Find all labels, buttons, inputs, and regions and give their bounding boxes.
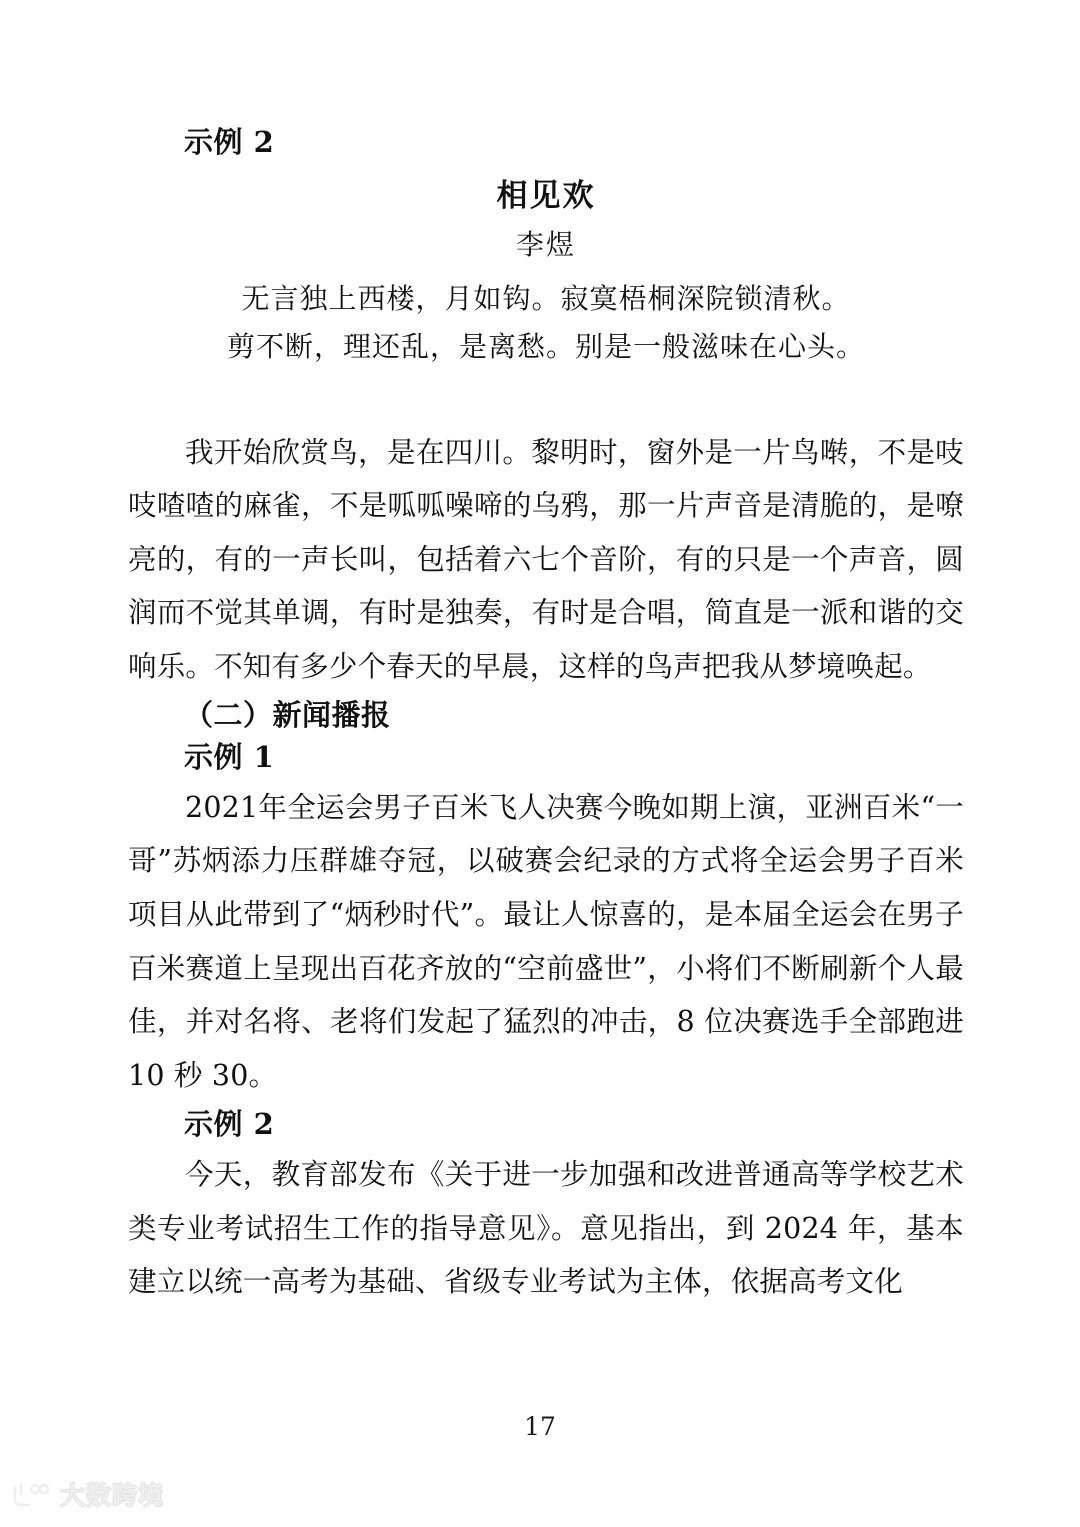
brand-logo-icon: [10, 1480, 52, 1510]
poem-line-2: 剪不断，理还乱，是离愁。别是一般滋味在心头。: [226, 330, 865, 364]
page-content: [128, 124, 964, 1309]
paragraph-bird-essay: 我开始欣赏鸟，是在四川。黎明时，窗外是一片鸟啭，不是吱吱喳喳的麻雀，不是呱呱噪啼的乌鸦，那一片声音是清脆的，是嘹亮的，有的一声长叫，包括着六七个音阶，有的只是一个声音，圆润而不觉其单调，有时是独奏，有时是合唱，简直是一派和谐的交响乐。不知有多少个春天的早晨，这样的鸟声把我从梦境唤起。: [128, 435, 964, 683]
poem-title: 相见欢: [496, 177, 596, 214]
poem-author: 李煜: [515, 227, 576, 261]
paragraph-news-sports: 2021年全运会男子百米飞人决赛今晚如期上演，亚洲百米“一哥”苏炳添力压群雄夺冠，以破赛会纪录的方式将全运会男子百米项目从此带到了“炳秒时代”。最让人惊喜的，是本届全运会在男子百米赛道上呈现出百花齐放的“空前盛世”，小将们不断刷新个人最佳，并对名将、老将们发起了猛烈的冲击，8 位决赛选手全部跑进 10 秒 30。: [128, 790, 964, 1092]
page-number: 17: [524, 1412, 556, 1441]
heading-example-2-top: 示例 2: [184, 125, 275, 159]
heading-example-1: 示例 1: [184, 740, 275, 775]
watermark-label: 大数跨境: [60, 1480, 165, 1510]
heading-section-news-broadcast: （二）新闻播报: [184, 698, 391, 733]
block-spacer: [128, 372, 964, 426]
poem-block: [128, 174, 964, 372]
paragraph-news-education: 今天，教育部发布《关于进一步加强和改进普通高等学校艺术类专业考试招生工作的指导意见》。意见指出，到 2024 年，基本建立以统一高考为基础、省级专业考试为主体，依据高考文化: [128, 1157, 964, 1299]
heading-example-2-bottom: 示例 2: [184, 1107, 275, 1142]
watermark: [10, 1480, 164, 1510]
poem-line-1: 无言独上西楼，月如钩。寂寞梧桐深院锁清秋。: [241, 282, 851, 316]
